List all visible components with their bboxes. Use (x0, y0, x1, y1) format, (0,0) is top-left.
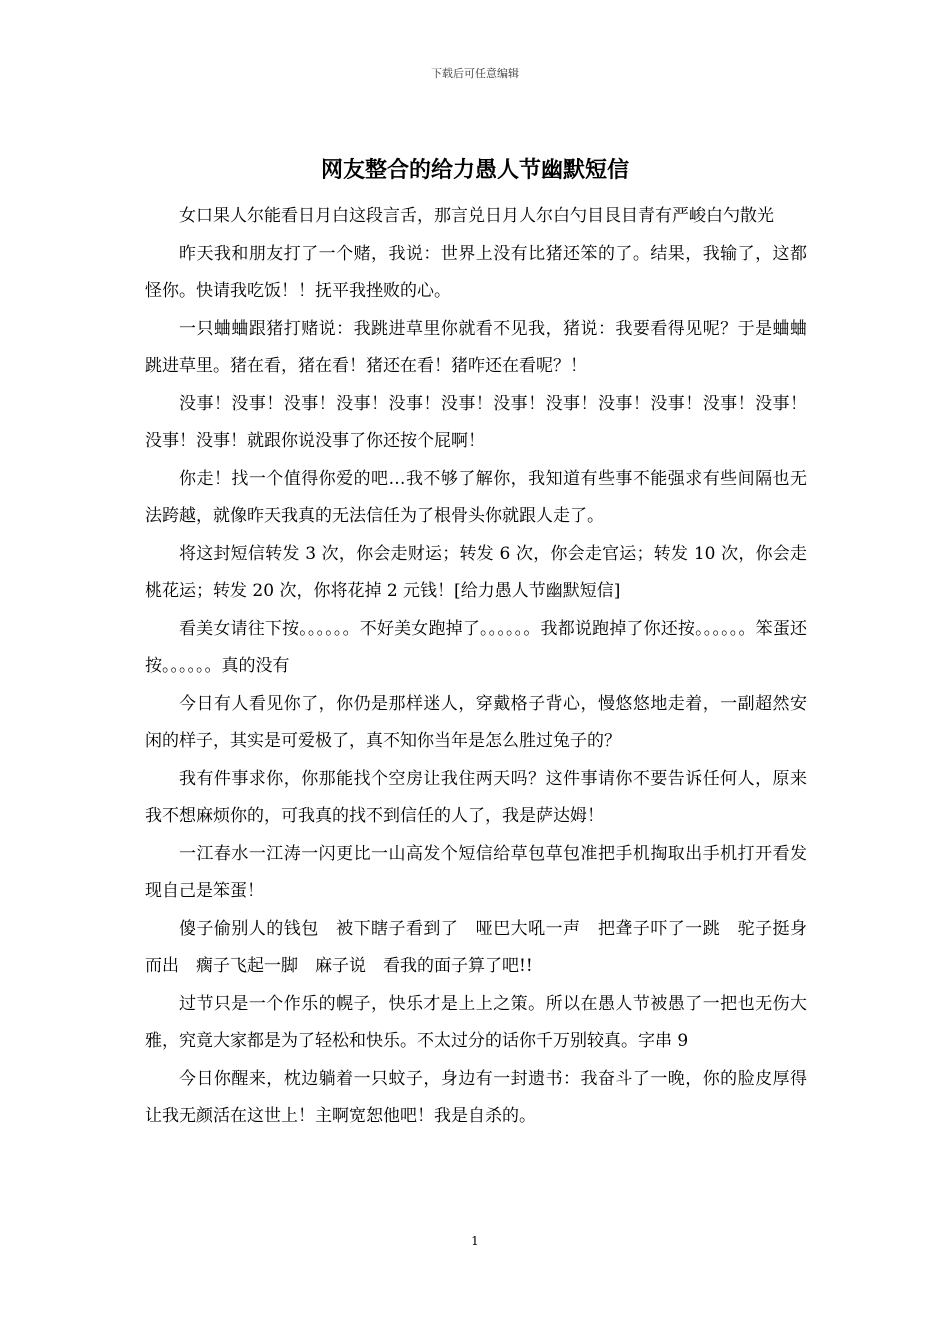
paragraph: 看美女请往下按。。。。。。不好美女跑掉了。。。。。。我都说跑掉了你还按。。。。。。笨蛋还按。。。。。。真的没有 (145, 618, 807, 676)
paragraph: 将这封短信转发 3 次，你会走财运；转发 6 次，你会走官运；转发 10 次，你会走桃花运；转发 20 次，你将花掉 2 元钱！[给力愚人节幽默短信] (145, 543, 807, 601)
paragraph: 傻子偷别人的钱包 被下瞎子看到了 哑巴大吼一声 把聋子吓了一跳 驼子挺身而出 瘸子飞起一脚 麻子说 看我的面子算了吧!! (145, 918, 807, 976)
paragraph: 女口果人尔能看日月白这段言舌，那言兑日月人尔白勺目艮目青有严峻白勺散光 (179, 206, 774, 226)
paragraph: 我有件事求你，你那能找个空房让我住两天吗？这件事请你不要告诉任何人，原来我不想麻烦你的，可我真的找不到信任的人了，我是萨达姆！ (145, 768, 807, 826)
paragraph: 没事！没事！没事！没事！没事！没事！没事！没事！没事！没事！没事！没事！没事！没事！就跟你说没事了你还按个屁啊！ (145, 393, 807, 451)
paragraph: 过节只是一个作乐的幌子，快乐才是上上之策。所以在愚人节被愚了一把也无伤大雅，究竟大家都是为了轻松和快乐。不太过分的话你千万别较真。字串 9 (145, 993, 807, 1051)
document-body (145, 198, 807, 1136)
paragraph: 一只蛐蛐跟猪打赌说：我跳进草里你就看不见我，猪说：我要看得见呢？于是蛐蛐跳进草里。猪在看，猪在看！猪还在看！猪咋还在看呢？！ (145, 318, 807, 376)
page-number: 1 (471, 1234, 479, 1248)
paragraph: 一江春水一江涛一闪更比一山高发个短信给草包草包准把手机掏取出手机打开看发现自己是笨蛋！ (145, 843, 807, 901)
paragraph: 今日有人看见你了，你仍是那样迷人，穿戴格子背心，慢悠悠地走着，一副超然安闲的样子，其实是可爱极了，真不知你当年是怎么胜过兔子的？ (145, 693, 807, 751)
paragraph: 你走！找一个值得你爱的吧…我不够了解你，我知道有些事不能强求有些间隔也无法跨越，就像昨天我真的无法信任为了根骨头你就跟人走了。 (145, 468, 807, 526)
document-title: 网友整合的给力愚人节幽默短信 (320, 157, 629, 183)
paragraph: 昨天我和朋友打了一个赌，我说：世界上没有比猪还笨的了。结果，我输了，这都怪你。快请我吃饭！！抚平我挫败的心。 (145, 243, 807, 301)
header-note: 下载后可任意编辑 (431, 67, 519, 80)
paragraph: 今日你醒来，枕边躺着一只蚊子，身边有一封遗书：我奋斗了一晚，你的脸皮厚得让我无颜活在这世上！主啊宽恕他吧！我是自杀的。 (145, 1068, 807, 1126)
